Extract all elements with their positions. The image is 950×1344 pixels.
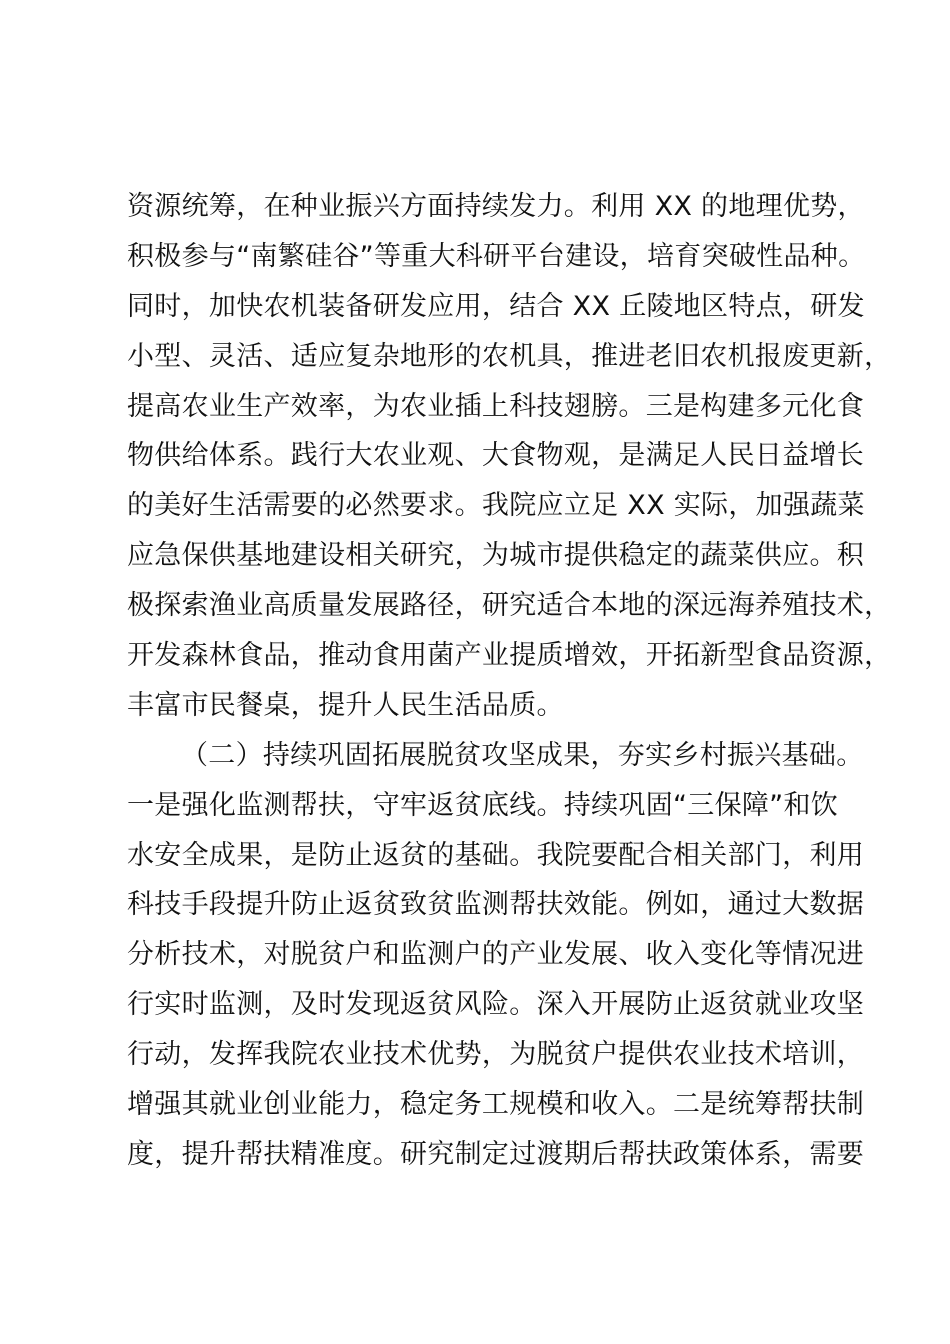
text-line: 同时，加快农机装备研发应用，结合 XX 丘陵地区特点，研发 <box>127 290 865 322</box>
text-line: 物供给体系。践行大农业观、大食物观，是满足人民日益增长 <box>127 440 865 472</box>
text-line: 科技手段提升防止返贫致贫监测帮扶效能。例如，通过大数据 <box>127 889 865 921</box>
text-line: 一是强化监测帮扶，守牢返贫底线。持续巩固“三保障”和饮 <box>127 789 839 821</box>
text-line: 水安全成果，是防止返贫的基础。我院要配合相关部门，利用 <box>127 839 865 871</box>
text-line: 小型、灵活、适应复杂地形的农机具，推进老旧农机报废更新， <box>127 340 892 372</box>
text-line: 行实时监测，及时发现返贫风险。深入开展防止返贫就业攻坚 <box>127 989 865 1021</box>
text-line: 增强其就业创业能力，稳定务工规模和收入。二是统筹帮扶制 <box>127 1089 865 1121</box>
section-heading: （二）持续巩固拓展脱贫攻坚成果，夯实乡村振兴基础。 <box>181 739 864 771</box>
text-line: 度，提升帮扶精准度。研究制定过渡期后帮扶政策体系，需要 <box>127 1138 865 1170</box>
text-line: 分析技术，对脱贫户和监测户的产业发展、收入变化等情况进 <box>127 939 865 971</box>
text-line: 行动，发挥我院农业技术优势，为脱贫户提供农业技术培训， <box>127 1039 865 1071</box>
text-line: 丰富市民餐桌，提升人民生活品质。 <box>127 689 564 721</box>
text-line: 积极参与“南繁硅谷”等重大科研平台建设，培育突破性品种。 <box>127 240 866 272</box>
text-line: 极探索渔业高质量发展路径，研究适合本地的深远海养殖技术， <box>127 590 892 622</box>
body-text <box>127 182 892 1180</box>
text-line: 应急保供基地建设相关研究，为城市提供稳定的蔬菜供应。积 <box>127 540 865 572</box>
text-line: 资源统筹，在种业振兴方面持续发力。利用 XX 的地理优势， <box>127 191 865 222</box>
text-line: 开发森林食品，推动食用菌产业提质增效，开拓新型食品资源， <box>127 640 892 672</box>
text-line: 的美好生活需要的必然要求。我院应立足 XX 实际，加强蔬菜 <box>127 490 865 522</box>
text-line: 提高农业生产效率，为农业插上科技翅膀。三是构建多元化食 <box>127 390 865 422</box>
